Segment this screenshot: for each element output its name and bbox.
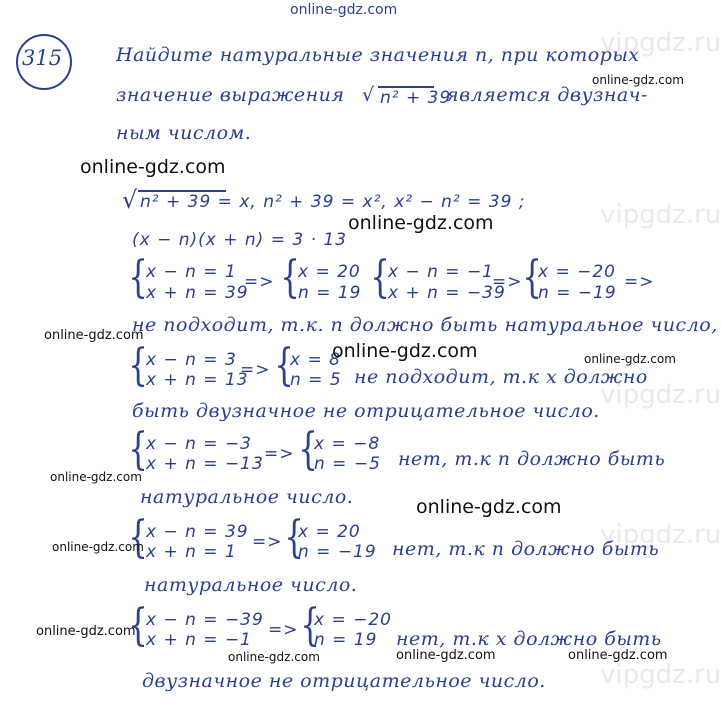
solution-line-2: (x − n)(x + n) = 3 · 13 xyxy=(132,230,348,250)
system-brace: { xyxy=(298,424,318,475)
system-4-eq-1: x − n = −3 xyxy=(146,434,252,454)
conclusion-5b: двузначное не отрицательное число. xyxy=(142,670,546,692)
system-brace: { xyxy=(370,252,390,303)
system-4-result-n: n = −5 xyxy=(314,454,381,474)
system-2-eq-2: x + n = −39 xyxy=(388,283,506,303)
conclusion-2a: не подходит, т.к x должно xyxy=(354,366,648,388)
system-5-result-n: n = −19 xyxy=(298,542,377,562)
watermark: online-gdz.com xyxy=(44,328,144,343)
system-5-eq-1: x − n = 39 xyxy=(146,522,249,542)
implies-arrow: => xyxy=(264,444,295,464)
system-brace: { xyxy=(128,424,148,475)
implies-arrow: => xyxy=(492,272,523,292)
watermark: online-gdz.com xyxy=(80,156,226,178)
system-brace: { xyxy=(128,252,148,303)
system-1-eq-1: x − n = 1 xyxy=(146,262,237,282)
system-brace: { xyxy=(522,252,542,303)
system-6-result-n: n = 19 xyxy=(314,630,378,650)
sqrt-sign: √ xyxy=(362,84,375,106)
watermark: online-gdz.com xyxy=(332,340,478,362)
background-watermark: vipgdz.ru xyxy=(600,520,721,550)
system-brace: { xyxy=(280,252,300,303)
system-1-result-x: x = 20 xyxy=(298,262,361,282)
system-4-eq-2: x + n = −13 xyxy=(146,454,264,474)
problem-number: 315 xyxy=(22,46,63,70)
background-watermark: vipgdz.ru xyxy=(600,380,721,410)
system-3-eq-2: x + n = 13 xyxy=(146,370,249,390)
implies-arrow: => xyxy=(240,360,271,380)
system-2-result-x: x = −20 xyxy=(538,262,616,282)
watermark: online-gdz.com xyxy=(36,624,136,639)
implies-arrow: => xyxy=(244,272,275,292)
system-1-eq-2: x + n = 39 xyxy=(146,283,249,303)
watermark: online-gdz.com xyxy=(50,470,142,484)
system-brace: { xyxy=(128,340,148,391)
system-5-result-x: x = 20 xyxy=(298,522,361,542)
system-6-eq-1: x − n = −39 xyxy=(146,610,264,630)
system-brace: { xyxy=(128,600,148,651)
system-2-eq-1: x − n = −1 xyxy=(388,262,494,282)
system-4-result-x: x = −8 xyxy=(314,434,381,454)
implies-arrow: => xyxy=(624,272,655,292)
system-5-eq-2: x + n = 1 xyxy=(146,542,237,562)
conclusion-5a: нет, т.к x должно быть xyxy=(396,628,662,650)
conclusion-1: не подходит, т.к. n должно быть натуральное число, xyxy=(132,314,718,336)
watermark: online-gdz.com xyxy=(568,648,668,663)
background-watermark: vipgdz.ru xyxy=(600,200,721,230)
watermark: online-gdz.com xyxy=(348,212,494,234)
watermark: online-gdz.com xyxy=(584,352,676,366)
system-2-result-n: n = −19 xyxy=(538,283,617,303)
sqrt-sign: √ xyxy=(122,186,138,214)
system-3-result-x: x = 8 xyxy=(290,350,341,370)
problem-line-1: Найдите натуральные значения n, при которых xyxy=(116,44,640,66)
watermark: online-gdz.com xyxy=(228,650,320,664)
system-brace: { xyxy=(128,512,148,563)
problem-expression: n² + 39 xyxy=(380,88,452,108)
system-brace: { xyxy=(300,600,320,651)
conclusion-2b: быть двузначное не отрицательное число. xyxy=(132,400,600,422)
background-watermark: vipgdz.ru xyxy=(600,660,721,690)
watermark: online-gdz.com xyxy=(592,73,684,87)
background-watermark: vipgdz.ru xyxy=(600,28,721,58)
problem-line-2a: значение выражения xyxy=(116,84,345,106)
system-3-eq-1: x − n = 3 xyxy=(146,350,237,370)
watermark: online-gdz.com xyxy=(52,540,144,554)
system-6-eq-2: x + n = −1 xyxy=(146,630,252,650)
conclusion-4b: натуральное число. xyxy=(144,574,358,596)
problem-line-3: ным числом. xyxy=(116,122,252,144)
system-brace: { xyxy=(274,340,294,391)
system-brace: { xyxy=(284,512,304,563)
conclusion-4a: нет, т.к n должно быть xyxy=(392,538,660,560)
implies-arrow: => xyxy=(268,620,299,640)
system-1-result-n: n = 19 xyxy=(298,283,362,303)
implies-arrow: => xyxy=(252,532,283,552)
solution-line-1: n² + 39 = x, n² + 39 = x², x² − n² = 39 ; xyxy=(140,192,526,212)
conclusion-3a: нет, т.к n должно быть xyxy=(398,448,666,470)
problem-line-2b: является двузнач- xyxy=(446,84,648,106)
top-watermark: online-gdz.com xyxy=(290,2,398,18)
conclusion-3b: натуральное число. xyxy=(140,486,354,508)
watermark: online-gdz.com xyxy=(396,648,496,663)
watermark: online-gdz.com xyxy=(416,496,562,518)
system-6-result-x: x = −20 xyxy=(314,610,392,630)
system-3-result-n: n = 5 xyxy=(290,370,342,390)
